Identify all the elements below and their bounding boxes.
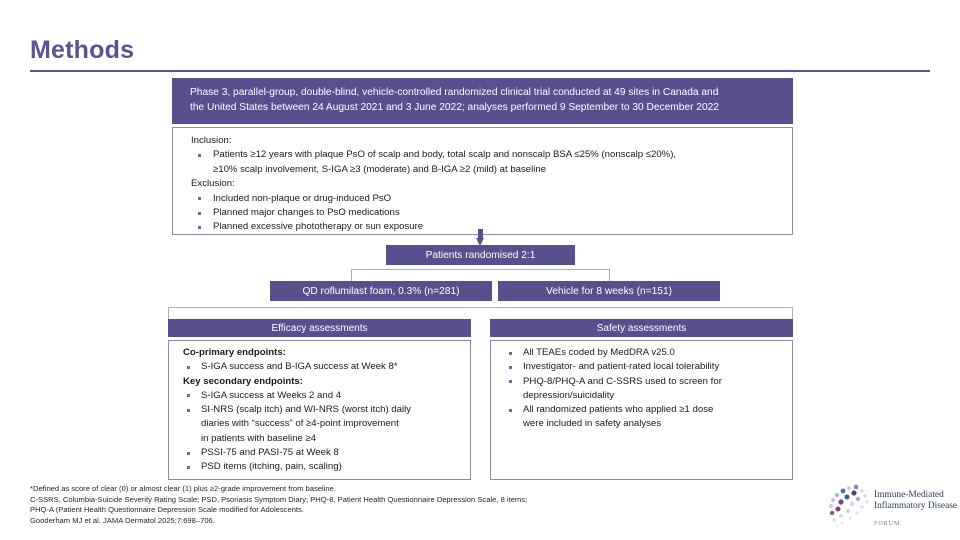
safety-item (501, 403, 784, 417)
bullet-square-icon (509, 409, 512, 412)
exclusion-label: Exclusion: (191, 178, 235, 190)
randomisation-bracket-connector (351, 269, 610, 281)
exclusion-item (191, 220, 782, 234)
logo-text (874, 490, 957, 511)
inclusion-label: Inclusion: (191, 135, 232, 146)
secondary-endpoint-item (183, 460, 462, 474)
inclusion-item-line-1: Patients ≥12 years with plaque PsO of scalp and body, total scalp and nonscalp BSA ≤25% (nonscalp ≤20%), (213, 149, 677, 161)
banner-line-1: Phase 3, parallel-group, double-blind, vehicle-controlled randomized clinical trial conducted at 49 sites in Canada and (190, 87, 719, 98)
secondary-endpoint-item (183, 446, 462, 460)
secondary-endpoint-text: PSSI-75 and PASI-75 at Week 8 (201, 447, 339, 459)
treatment-arm-vehicle-box: Vehicle for 8 weeks (n=151) (498, 281, 720, 301)
footnote-line-3: PHQ-A (Patient Health Questionnaire Depression Scale modified for Adolescents. (30, 505, 304, 515)
coprimary-endpoints-label: Co-primary endpoints: (183, 347, 286, 358)
bullet-square-icon (187, 366, 190, 369)
safety-item-text: All TEAEs coded by MedDRA v25.0 (523, 347, 675, 358)
efficacy-assessments-header: Efficacy assessments (168, 319, 471, 337)
treatment-arm-active-box: QD roflumilast foam, 0.3% (n=281) (270, 281, 492, 301)
coprimary-endpoint-item (183, 360, 462, 374)
safety-item (501, 360, 784, 374)
page-title: Methods (30, 36, 135, 64)
bullet-square-icon (198, 212, 201, 215)
secondary-endpoint-item (183, 403, 462, 417)
secondary-endpoint-text: PSD items (itching, pain, scaling) (201, 461, 342, 473)
bullet-square-icon (187, 466, 190, 469)
secondary-endpoint-text: S-IGA success at Weeks 2 and 4 (201, 389, 342, 401)
secondary-endpoint-text: SI-NRS (scalp itch) and WI-NRS (worst itch) daily (201, 404, 412, 416)
secondary-endpoint-item (183, 389, 462, 403)
safety-item (501, 375, 784, 389)
footnote-line-1: *Defined as score of clear (0) or almost clear (1) plus ≥2-grade improvement from baseline. (30, 484, 336, 493)
title-divider (30, 70, 930, 72)
logo-line-2: Inflammatory Disease (874, 500, 958, 511)
exclusion-item (191, 192, 782, 206)
inclusion-item (191, 148, 782, 162)
exclusion-item-text: Included non-plaque or drug-induced PsO (213, 192, 392, 204)
safety-item-text-cont: were included in safety analyses (523, 418, 662, 430)
logo-subtitle: FORUM (874, 521, 901, 527)
footnote-line-4: Gooderham MJ et al. JAMA Dermatol 2025;7:698–706. (30, 515, 215, 525)
inclusion-item-line-2: ≥10% scalp involvement, S-IGA ≥3 (moderate) and B-IGA ≥2 (mild) at baseline (213, 163, 547, 175)
study-design-banner (172, 78, 793, 124)
eligibility-criteria-box (172, 127, 793, 235)
bullet-square-icon (198, 154, 201, 157)
bullet-square-icon (509, 352, 512, 355)
secondary-endpoints-label: Key secondary endpoints: (183, 375, 303, 387)
safety-item-text: PHQ-8/PHQ-A and C-SSRS used to screen for (523, 375, 722, 387)
bullet-square-icon (509, 366, 512, 369)
safety-assessments-header: Safety assessments (490, 319, 793, 337)
bullet-square-icon (187, 394, 190, 397)
down-arrow-icon (476, 229, 484, 246)
exclusion-item-text: Planned excessive phototherapy or sun exposure (213, 221, 424, 233)
bullet-square-icon (198, 226, 201, 229)
logo-line-1: Immune-Mediated (874, 490, 944, 500)
exclusion-item (191, 206, 782, 220)
bullet-square-icon (198, 197, 201, 200)
secondary-endpoint-text-cont: diaries with “success” of ≥4-point improvement (201, 418, 399, 430)
safety-item-text: Investigator- and patient-rated local tolerability (523, 361, 720, 373)
efficacy-assessments-body (168, 340, 471, 480)
safety-item-text-cont: depression/suicidality (523, 389, 615, 401)
logo-leaf-dots-icon (826, 482, 876, 532)
bullet-square-icon (509, 380, 512, 383)
banner-line-2: the United States between 24 August 2021 and 3 June 2022; analyses performed 9 September to 30 December 2022 (190, 102, 719, 113)
safety-item-text: All randomized patients who applied ≥1 dose (523, 404, 714, 416)
safety-assessments-body (490, 340, 793, 480)
randomisation-box: Patients randomised 2:1 (386, 245, 575, 265)
bullet-square-icon (187, 409, 190, 412)
exclusion-item-text: Planned major changes to PsO medications (213, 207, 400, 219)
secondary-endpoint-text-cont: in patients with baseline ≥4 (201, 432, 317, 444)
organization-logo (826, 482, 958, 532)
footnotes (30, 484, 810, 526)
bullet-square-icon (187, 452, 190, 455)
coprimary-endpoint-text: S-IGA success and B-IGA success at Week 8* (201, 361, 398, 373)
footnote-line-2: C-SSRS, Columbia-Suicide Severity Rating Scale; PSD, Psoriasis Symptom Diary; PHQ-8, Patient Health Questionnaire Depression Scale, 8 items; (30, 494, 528, 504)
safety-item (501, 346, 784, 360)
